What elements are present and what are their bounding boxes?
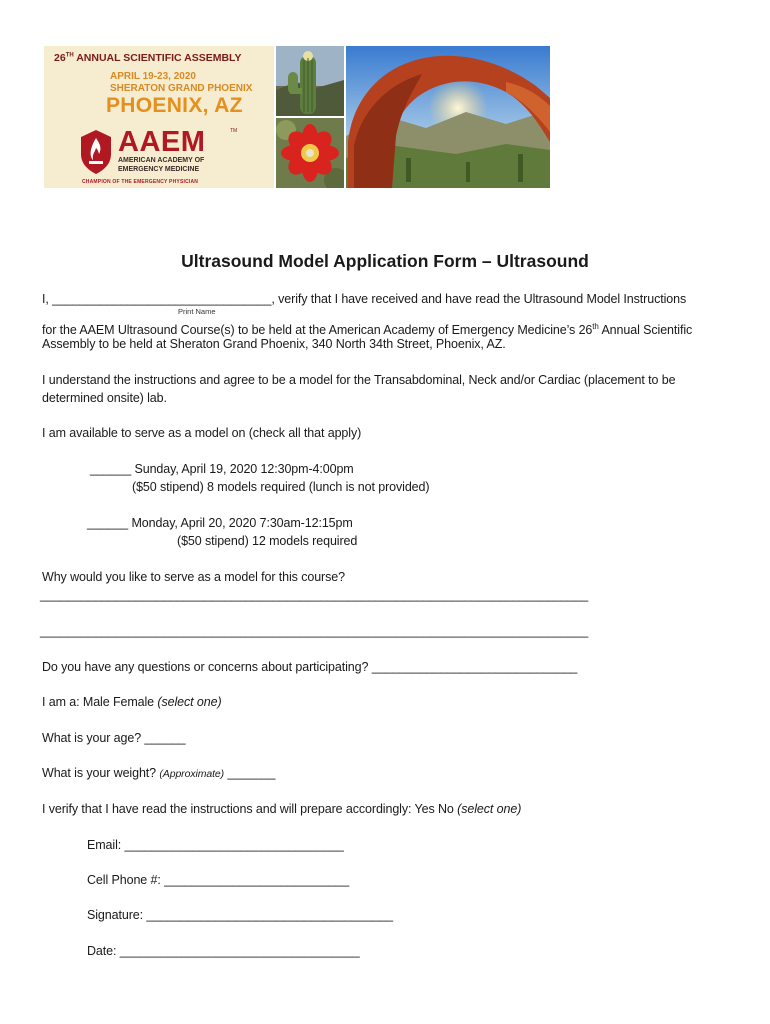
org-acronym: AAEM bbox=[118, 126, 206, 158]
verify-name-line: I, ________________________________, verify that I have received and have read the Ultrasound Model Instructions bbox=[42, 292, 687, 306]
agreement-line-1: I understand the instructions and agree to be a model for the Transabdominal, Neck and/or Cardiac (placement to be bbox=[42, 373, 676, 387]
course-description-line-1: for the AAEM Ultrasound Course(s) to be held at the American Academy of Emergency Medicine’s 26th Annual Scientific bbox=[42, 322, 693, 338]
course-description-line-2: Assembly to be held at Sheraton Grand Phoenix, 340 North 34th Street, Phoenix, AZ. bbox=[42, 337, 506, 351]
event-venue: SHERATON GRAND PHOENIX bbox=[110, 83, 253, 94]
session-monday-checkbox-line[interactable]: ______ Monday, April 20, 2020 7:30am-12:15pm bbox=[87, 516, 353, 530]
org-name-line-2: EMERGENCY MEDICINE bbox=[118, 166, 200, 173]
cell-phone-field[interactable]: Cell Phone #: ___________________________ bbox=[87, 873, 350, 887]
event-banner bbox=[44, 46, 550, 188]
red-rock-arch-photo bbox=[346, 46, 550, 188]
why-model-prompt: Why would you like to serve as a model for this course? bbox=[42, 570, 345, 584]
why-answer-line-2[interactable]: ________________________________________________________________________________ bbox=[40, 624, 589, 638]
print-name-caption: Print Name bbox=[178, 307, 216, 316]
banner-text-panel bbox=[44, 46, 274, 188]
org-name-line-1: AMERICAN ACADEMY OF bbox=[118, 157, 205, 164]
email-field[interactable]: Email: ________________________________ bbox=[87, 838, 344, 852]
event-city: PHOENIX, AZ bbox=[106, 94, 243, 117]
signature-field[interactable]: Signature: ____________________________________ bbox=[87, 908, 394, 922]
agreement-line-2: determined onsite) lab. bbox=[42, 391, 167, 405]
form-title: Ultrasound Model Application Form – Ultrasound bbox=[181, 251, 589, 271]
availability-prompt: I am available to serve as a model on (check all that apply) bbox=[42, 426, 362, 440]
why-answer-line-1[interactable]: ________________________________________________________________________________ bbox=[40, 588, 589, 602]
date-field[interactable]: Date: ___________________________________ bbox=[87, 944, 360, 958]
cactus-flower-photo bbox=[276, 118, 344, 188]
weight-field[interactable]: What is your weight? (Approximate) _______ bbox=[42, 766, 276, 780]
session-sunday-details: ($50 stipend) 8 models required (lunch is not provided) bbox=[132, 480, 430, 494]
prepare-verification-field[interactable]: I verify that I have read the instructions and will prepare accordingly: Yes No (select one) bbox=[42, 802, 522, 816]
questions-concerns-field[interactable]: Do you have any questions or concerns about participating? ______________________________ bbox=[42, 660, 578, 674]
cactus-photo bbox=[276, 46, 344, 116]
trademark-mark: TM bbox=[230, 128, 238, 134]
gender-select-field[interactable]: I am a: Male Female (select one) bbox=[42, 695, 222, 709]
age-field[interactable]: What is your age? ______ bbox=[42, 731, 186, 745]
aaem-shield-logo-icon bbox=[80, 130, 112, 174]
session-sunday-checkbox-line[interactable]: ______ Sunday, April 19, 2020 12:30pm-4:00pm bbox=[90, 462, 354, 476]
org-tagline: CHAMPION OF THE EMERGENCY PHYSICIAN bbox=[82, 179, 199, 185]
session-monday-details: ($50 stipend) 12 models required bbox=[177, 534, 358, 548]
assembly-heading: 26TH ANNUAL SCIENTIFIC ASSEMBLY bbox=[54, 52, 242, 64]
event-dates: APRIL 19-23, 2020 bbox=[110, 71, 196, 82]
